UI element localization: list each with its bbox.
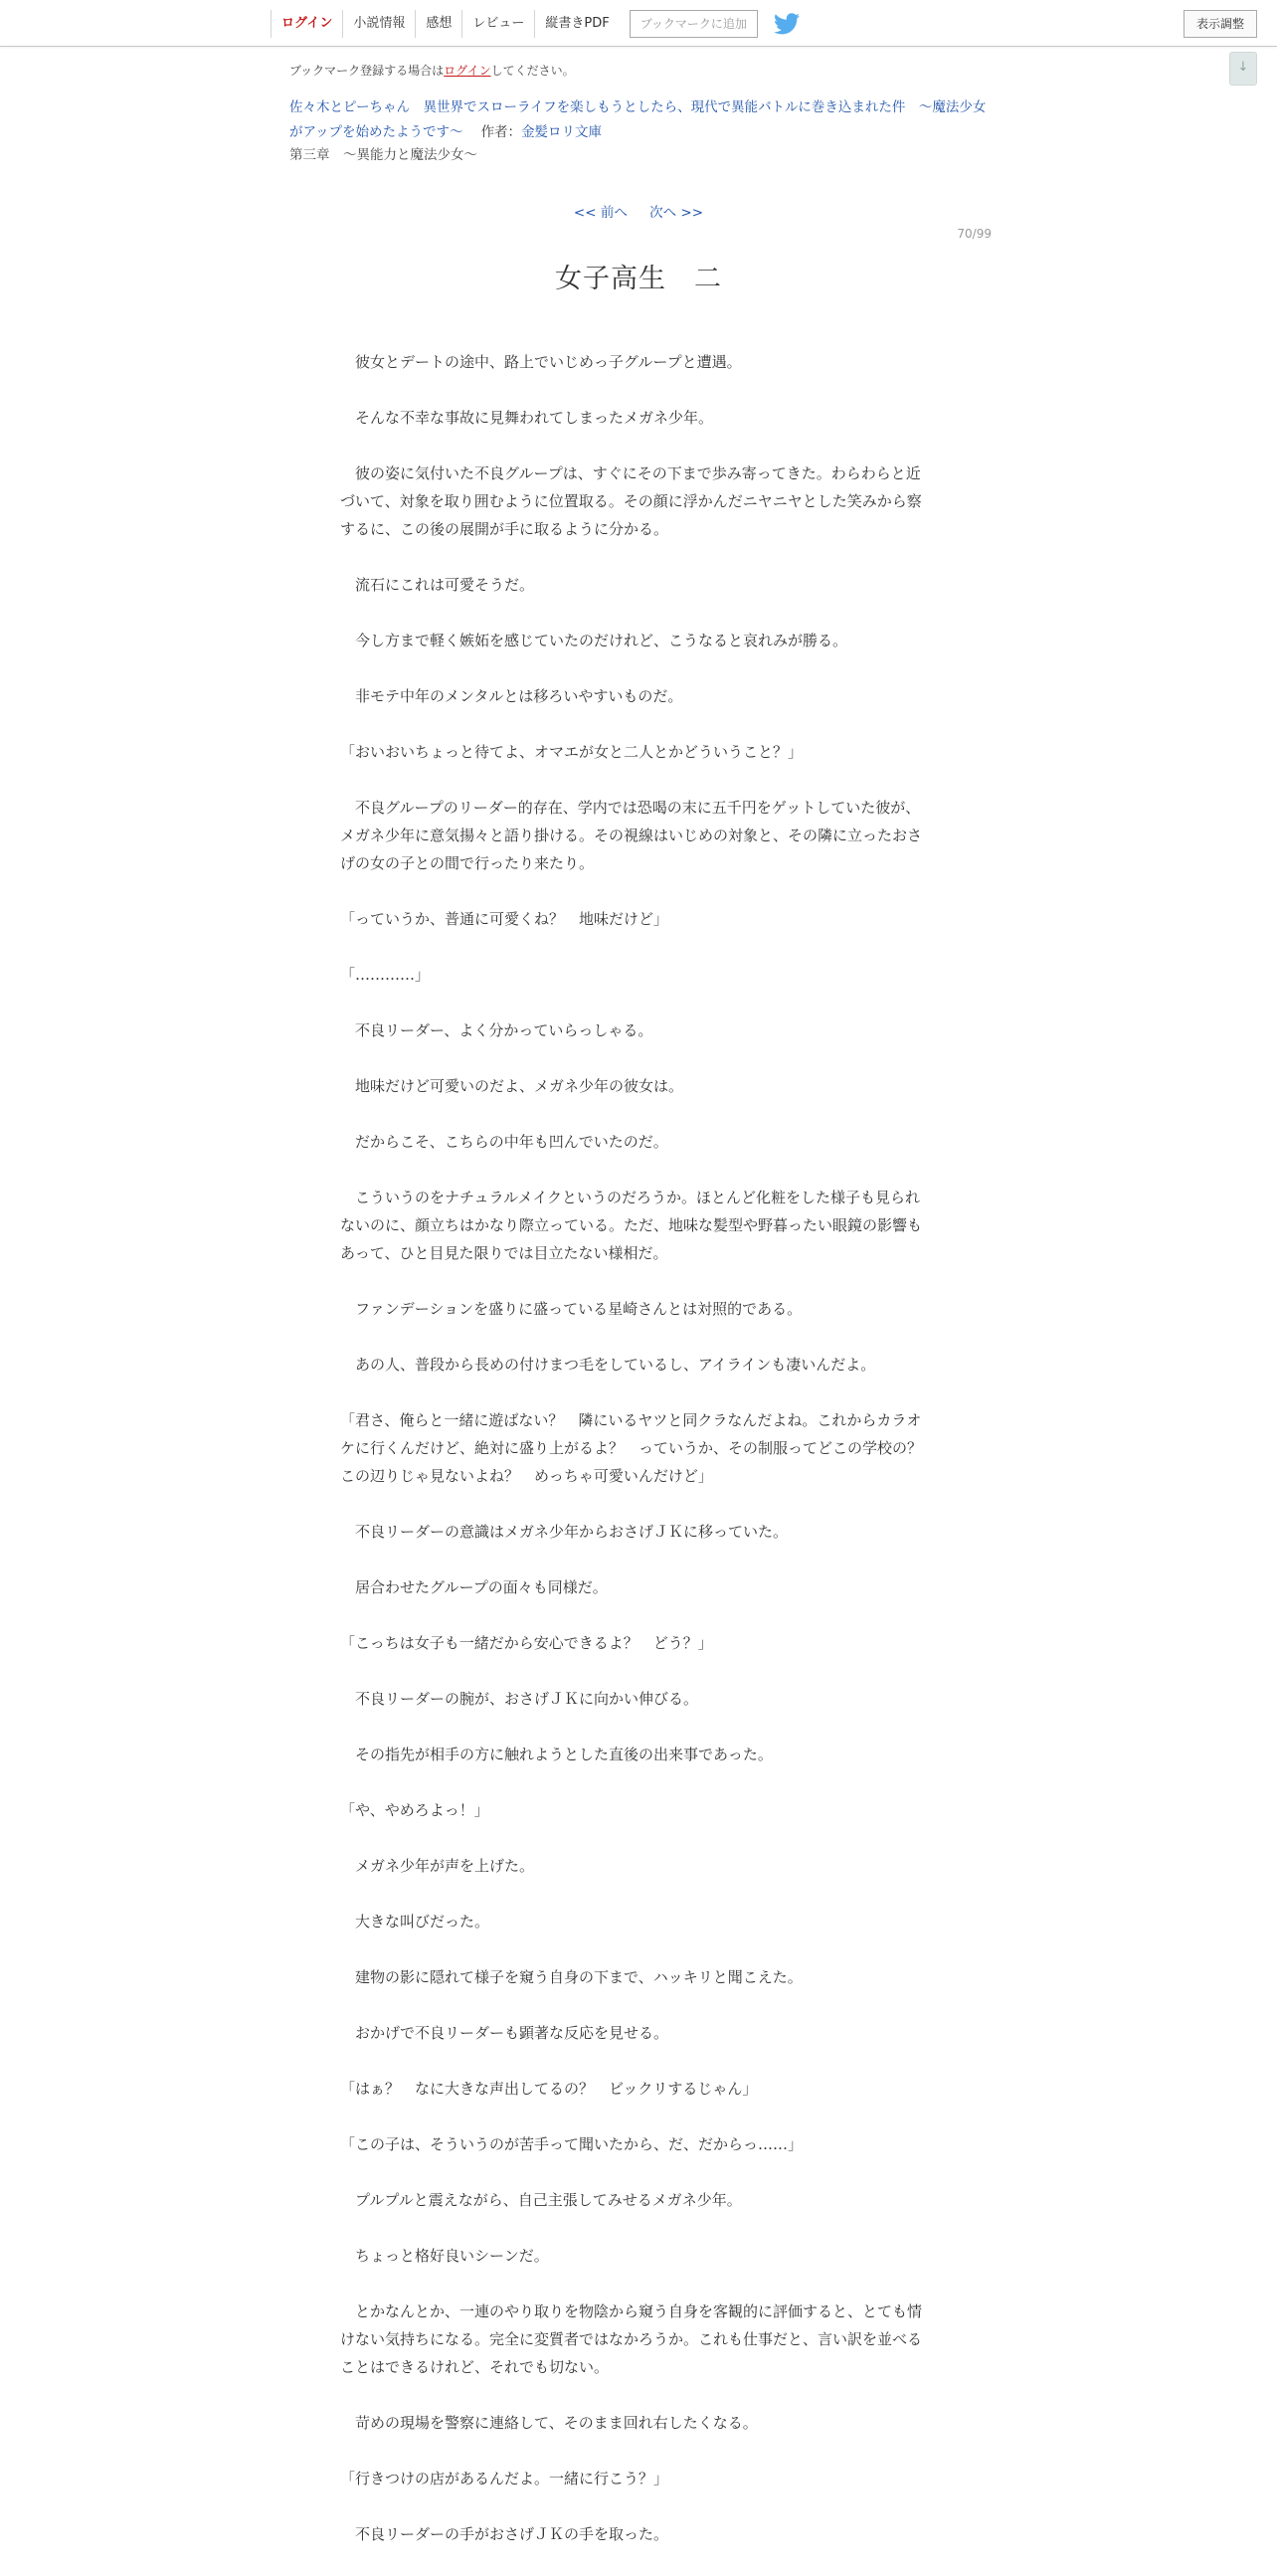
prev-episode-link[interactable]: << 前へ bbox=[573, 205, 628, 221]
twitter-bird-icon[interactable] bbox=[774, 13, 800, 35]
body-paragraph: 流石にこれは可愛そうだ。 bbox=[340, 576, 535, 594]
body-paragraph: 苛めの現場を警察に連絡して、そのまま回れ右したくなる。 bbox=[340, 2414, 758, 2432]
down-arrow-icon: ↓ bbox=[1237, 60, 1249, 75]
nav-impressions-link[interactable]: 感想 bbox=[415, 10, 461, 38]
add-bookmark-button[interactable]: ブックマークに追加 bbox=[630, 10, 758, 38]
body-paragraph: 「この子は、そういうのが苦手って聞いたから、だ、だからっ……」 bbox=[340, 2135, 804, 2153]
body-paragraph: ファンデーションを盛りに盛っている星崎さんとは対照的である。 bbox=[340, 1300, 803, 1318]
body-paragraph: 居合わせたグループの面々も同様だ。 bbox=[340, 1578, 608, 1596]
body-paragraph: 今し方まで軽く嫉妬を感じていたのだけれど、こうなると哀れみが勝る。 bbox=[340, 632, 848, 649]
body-paragraph: 「行きつけの店があるんだよ。一緒に行こう？」 bbox=[340, 2470, 669, 2487]
body-paragraph: とかなんとか、一連のやり取りを物陰から窺う自身を客観的に評価すると、とても情けない気持ちになる。完全に変質者ではなかろうか。これも仕事だと、言い訳を並べることはできるけれど、それでも切ない。 bbox=[340, 2302, 923, 2376]
bookmark-login-notice bbox=[289, 62, 575, 79]
body-paragraph: 「っていうか、普通に可愛くね？ 地味だけど」 bbox=[340, 910, 669, 928]
chapter-title: 第三章 ～異能力と魔法少女～ bbox=[289, 147, 477, 163]
body-paragraph: だからこそ、こちらの中年も凹んでいたのだ。 bbox=[340, 1133, 668, 1151]
body-paragraph: 「…………」 bbox=[340, 966, 431, 984]
body-paragraph: 地味だけど可愛いのだよ、メガネ少年の彼女は。 bbox=[340, 1077, 684, 1095]
body-paragraph: おかげで不良リーダーも顕著な反応を見せる。 bbox=[340, 2024, 669, 2042]
body-paragraph: 「おいおいちょっと待てよ、オマエが女と二人とかどういうこと？」 bbox=[340, 743, 804, 761]
episode-title: 女子高生 二 bbox=[555, 264, 722, 294]
nav-novel-info-link[interactable]: 小説情報 bbox=[342, 10, 415, 38]
next-episode-link[interactable]: 次へ >> bbox=[649, 205, 704, 221]
novel-info bbox=[289, 95, 996, 145]
notice-prefix: ブックマーク登録する場合は bbox=[289, 64, 445, 78]
body-paragraph: 「君さ、俺らと一緒に遊ばない？ 隣にいるヤツと同クラなんだよね。これからカラオケに行くんだけど、絶対に盛り上がるよ？ っていうか、その制服ってどこの学校の？ この辺りじゃ見ないよね？ めっちゃ可愛いんだけど」 bbox=[340, 1411, 938, 1485]
body-paragraph: 不良リーダーの腕が、おさげＪＫに向かい伸びる。 bbox=[340, 1690, 699, 1708]
main-nav bbox=[271, 9, 800, 39]
body-paragraph: 大きな叫びだった。 bbox=[340, 1913, 490, 1931]
body-paragraph: 「こっちは女子も一緒だから安心できるよ？ どう？」 bbox=[340, 1634, 713, 1652]
author-label: 作者： bbox=[480, 124, 522, 140]
body-paragraph: 彼の姿に気付いた不良グループは、すぐにその下まで歩み寄ってきた。わらわらと近づいて、対象を取り囲むように位置取る。その顔に浮かんだニヤニヤとした笑みから察するに、この後の展開が手に取るように分かる。 bbox=[340, 464, 922, 538]
display-settings-button[interactable]: 表示調整 bbox=[1184, 10, 1257, 38]
scroll-down-button[interactable] bbox=[1229, 52, 1257, 86]
body-paragraph: メガネ少年が声を上げた。 bbox=[340, 1857, 535, 1875]
body-paragraph: 不良リーダーの意識はメガネ少年からおさげＪＫに移っていた。 bbox=[340, 1523, 789, 1541]
body-paragraph: ちょっと格好良いシーンだ。 bbox=[340, 2247, 549, 2265]
author-link[interactable]: 金髪ロリ文庫 bbox=[521, 124, 603, 140]
body-paragraph: そんな不幸な事故に見舞われてしまったメガネ少年。 bbox=[340, 409, 714, 427]
body-paragraph: 不良リーダーの手がおさげＪＫの手を取った。 bbox=[340, 2525, 669, 2543]
body-paragraph: 不良リーダー、よく分かっていらっしゃる。 bbox=[340, 1021, 653, 1039]
novel-title-link[interactable]: 佐々木とピーちゃん 異世界でスローライフを楽しもうとしたら、現代で異能バトルに巻き込まれた件 ～魔法少女がアップを始めたようです～ bbox=[289, 99, 987, 140]
nav-login-link[interactable]: ログイン bbox=[271, 10, 342, 38]
nav-review-link[interactable]: レビュー bbox=[461, 10, 534, 38]
body-paragraph: 「や、やめろよっ！」 bbox=[340, 1801, 489, 1819]
notice-suffix: してください。 bbox=[490, 64, 575, 78]
notice-login-link[interactable]: ログイン bbox=[444, 64, 491, 78]
top-navigation-bar bbox=[0, 0, 1277, 47]
nav-vertical-pdf-link[interactable]: 縦書きPDF bbox=[534, 10, 619, 38]
body-paragraph: その指先が相手の方に触れようとした直後の出来事であった。 bbox=[340, 1746, 773, 1763]
body-paragraph: 建物の影に隠れて様子を窺う自身の下まで、ハッキリと聞こえた。 bbox=[340, 1968, 803, 1986]
episode-pager bbox=[0, 201, 1277, 221]
body-paragraph: 彼女とデートの途中、路上でいじめっ子グループと遭遇。 bbox=[340, 353, 742, 371]
episode-count: 70/99 bbox=[957, 227, 992, 241]
body-paragraph: プルプルと震えながら、自己主張してみせるメガネ少年。 bbox=[340, 2191, 742, 2209]
body-paragraph: 非モテ中年のメンタルとは移ろいやすいものだ。 bbox=[340, 687, 683, 705]
body-paragraph: 「はぁ？ なに大きな声出してるの？ ビックリするじゃん」 bbox=[340, 2080, 758, 2098]
body-paragraph: あの人、普段から長めの付けまつ毛をしているし、アイラインも凄いんだよ。 bbox=[340, 1356, 876, 1374]
body-paragraph: こういうのをナチュラルメイクというのだろうか。ほとんど化粧をした様子も見られないのに、顔立ちはかなり際立っている。ただ、地味な髪型や野暮ったい眼鏡の影響もあって、ひと目見た限りでは目立たない様相だ。 bbox=[340, 1189, 923, 1262]
body-paragraph: 不良グループのリーダー的存在、学内では恐喝の末に五千円をゲットしていた彼が、メガネ少年に意気揚々と語り掛ける。その視線はいじめの対象と、その隣に立ったおさげの女の子との間で行ったり来たり。 bbox=[340, 799, 923, 872]
novel-body-text bbox=[340, 348, 938, 2576]
